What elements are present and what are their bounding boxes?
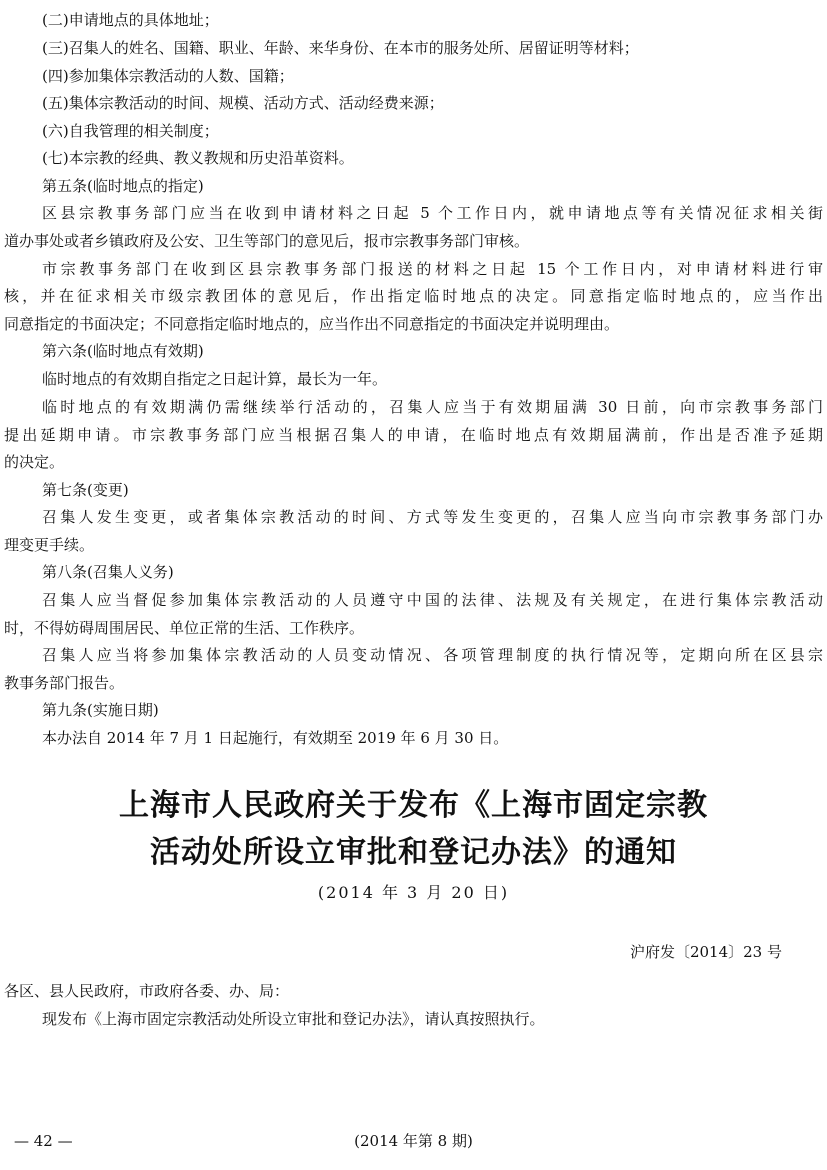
notice-body: 现发布《上海市固定宗教活动处所设立审批和登记办法》，请认真按照执行。 — [42, 1010, 545, 1028]
paragraph-line: 召集人应当将参加集体宗教活动的人员变动情况、各项管理制度的执行情况等，定期向所在区县宗 — [42, 646, 823, 664]
paragraph-line: 临时地点的有效期满仍需继续举行活动的，召集人应当于有效期届满 30 日前，向市宗教事务部门 — [42, 398, 823, 416]
paragraph-line: 道办事处或者乡镇政府及公安、卫生等部门的意见后，报市宗教事务部门审核。 — [4, 232, 530, 250]
page-number: — 42 — — [14, 1132, 73, 1150]
paragraph-line: 临时地点的有效期自指定之日起计算，最长为一年。 — [42, 370, 388, 388]
article-heading: 第七条(变更) — [42, 481, 129, 499]
paragraph-line: 市宗教事务部门在收到区县宗教事务部门报送的材料之日起 15 个工作日内，对申请材料进行审 — [42, 260, 823, 278]
list-item: (二)申请地点的具体地址； — [42, 11, 219, 29]
issue-label: (2014 年第 8 期) — [354, 1132, 473, 1150]
list-item: (三)召集人的姓名、国籍、职业、年龄、来华身份、在本市的服务处所、居留证明等材料； — [42, 39, 639, 57]
paragraph-line: 召集人应当督促参加集体宗教活动的人员遵守中国的法律、法规及有关规定，在进行集体宗教活动 — [42, 591, 823, 609]
article-heading: 第六条(临时地点有效期) — [42, 342, 204, 360]
notice-date: (2014 年 3 月 20 日) — [317, 883, 510, 902]
paragraph-line: 提出延期申请。市宗教事务部门应当根据召集人的申请，在临时地点有效期届满前，作出是否准予延期 — [4, 426, 823, 444]
paragraph-line: 同意指定的书面决定；不同意指定临时地点的，应当作出不同意指定的书面决定并说明理由。 — [4, 315, 620, 333]
article-heading: 第八条(召集人义务) — [42, 563, 174, 581]
paragraph-line: 时，不得妨碍周围居民、单位正常的生活、工作秩序。 — [4, 619, 365, 637]
paragraph-line: 区县宗教事务部门应当在收到申请材料之日起 5 个工作日内，就申请地点等有关情况征求相关街 — [42, 204, 823, 222]
document-number: 沪府发〔2014〕23 号 — [629, 943, 782, 961]
article-heading: 第九条(实施日期) — [42, 701, 159, 719]
paragraph-line: 召集人发生变更，或者集体宗教活动的时间、方式等发生变更的，召集人应当向市宗教事务部门办 — [42, 508, 823, 526]
list-item: (七)本宗教的经典、教义教规和历史沿革资料。 — [42, 149, 354, 167]
list-item: (四)参加集体宗教活动的人数、国籍； — [42, 67, 294, 85]
list-item: (六)自我管理的相关制度； — [42, 122, 219, 140]
article-heading: 第五条(临时地点的指定) — [42, 177, 204, 195]
paragraph-line: 教事务部门报告。 — [4, 674, 125, 692]
list-item: (五)集体宗教活动的时间、规模、活动方式、活动经费来源； — [42, 94, 444, 112]
paragraph-line: 本办法自 2014 年 7 月 1 日起施行，有效期至 2019 年 6 月 30 日。 — [42, 729, 509, 747]
paragraph-line: 核，并在征求相关市级宗教团体的意见后，作出指定临时地点的决定。同意指定临时地点的，应当作出 — [4, 287, 823, 305]
recipients: 各区、县人民政府，市政府各委、办、局： — [4, 982, 290, 1000]
notice-title-line-1: 上海市人民政府关于发布《上海市固定宗教 — [119, 788, 708, 823]
notice-title-line-2: 活动处所设立审批和登记办法》的通知 — [150, 835, 677, 870]
paragraph-line: 的决定。 — [4, 453, 65, 471]
paragraph-line: 理变更手续。 — [4, 536, 95, 554]
